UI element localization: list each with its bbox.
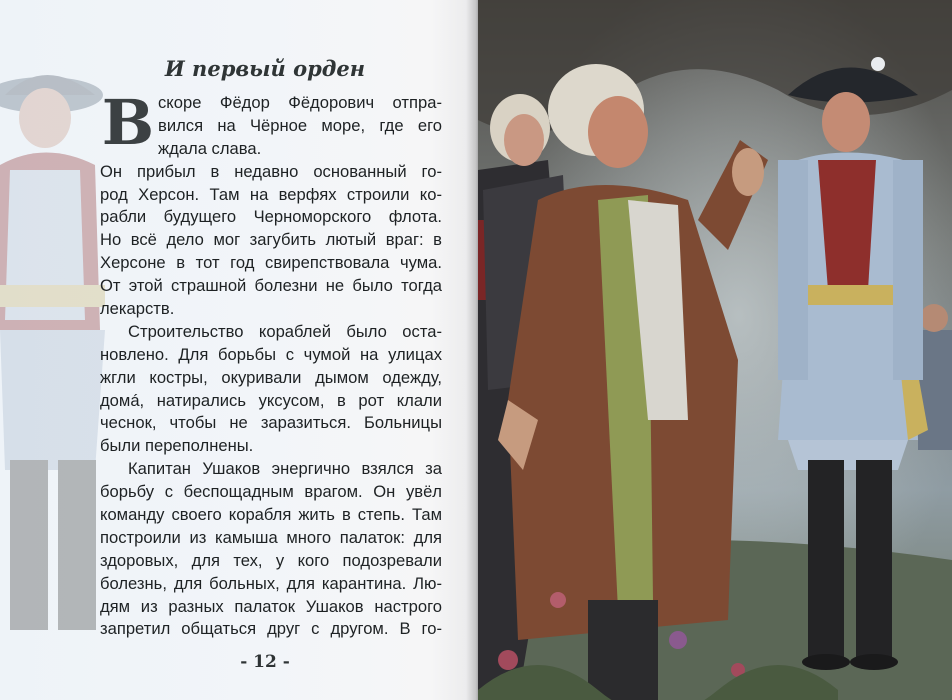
text-line: лекарств.	[100, 299, 175, 319]
text-line: жгли костры, окуривали дымом одежду,	[100, 367, 442, 387]
painting-illustration	[478, 0, 952, 700]
page-number: - 12 -	[240, 652, 290, 672]
text-line: построили из камыша много палаток: для	[100, 527, 442, 547]
text-line: От этой страшной болезни не было тогда	[100, 276, 442, 296]
text-line: были переполнены.	[100, 436, 254, 456]
text-line: чеснок, чтобы не заразиться. Больницы	[100, 413, 442, 433]
text-line: здоровых, для тех, у кого подозревали	[100, 550, 442, 570]
text-line: Он прибыл в недавно основанный го-	[100, 161, 442, 181]
book-gutter-shadow	[466, 0, 478, 700]
text-line: ждала слава.	[158, 138, 262, 158]
text-line: рабли будущего Черноморского флота.	[100, 207, 442, 227]
text-line: Строительство кораблей было оста-	[128, 321, 442, 341]
text-line: Херсоне в тот год свирепствовала чума.	[100, 253, 442, 273]
text-line: домá, натирались уксусом, в рот клали	[100, 390, 442, 410]
text-line: дям из разных палаток Ушаков настрого	[100, 596, 442, 616]
text-line: болезнь, для больных, для карантина. Лю-	[100, 573, 442, 593]
text-line: вился на Чёрное море, где его	[158, 115, 442, 135]
text-line: род Херсон. Там на верфях строили ко-	[100, 184, 442, 204]
drop-cap: В	[101, 86, 155, 159]
text-line: Но всё дело мог загубить лютый враг: в	[100, 230, 442, 250]
chapter-title: И первый орден	[164, 56, 366, 81]
text-line: скоре Фёдор Фёдорович отпра-	[158, 93, 442, 112]
body-text	[100, 86, 442, 641]
text-line: команду своего корабля жить в степь. Там	[100, 505, 442, 525]
text-line: Капитан Ушаков энергично взялся за	[128, 459, 442, 479]
right-page	[478, 0, 952, 700]
text-line: запретил общаться друг с другом. В го-	[100, 619, 442, 639]
text-line: новлено. Для борьбы с чумой на улицах	[100, 344, 442, 364]
text-line: борьбу с беспощадным врагом. Он увёл	[100, 482, 442, 502]
